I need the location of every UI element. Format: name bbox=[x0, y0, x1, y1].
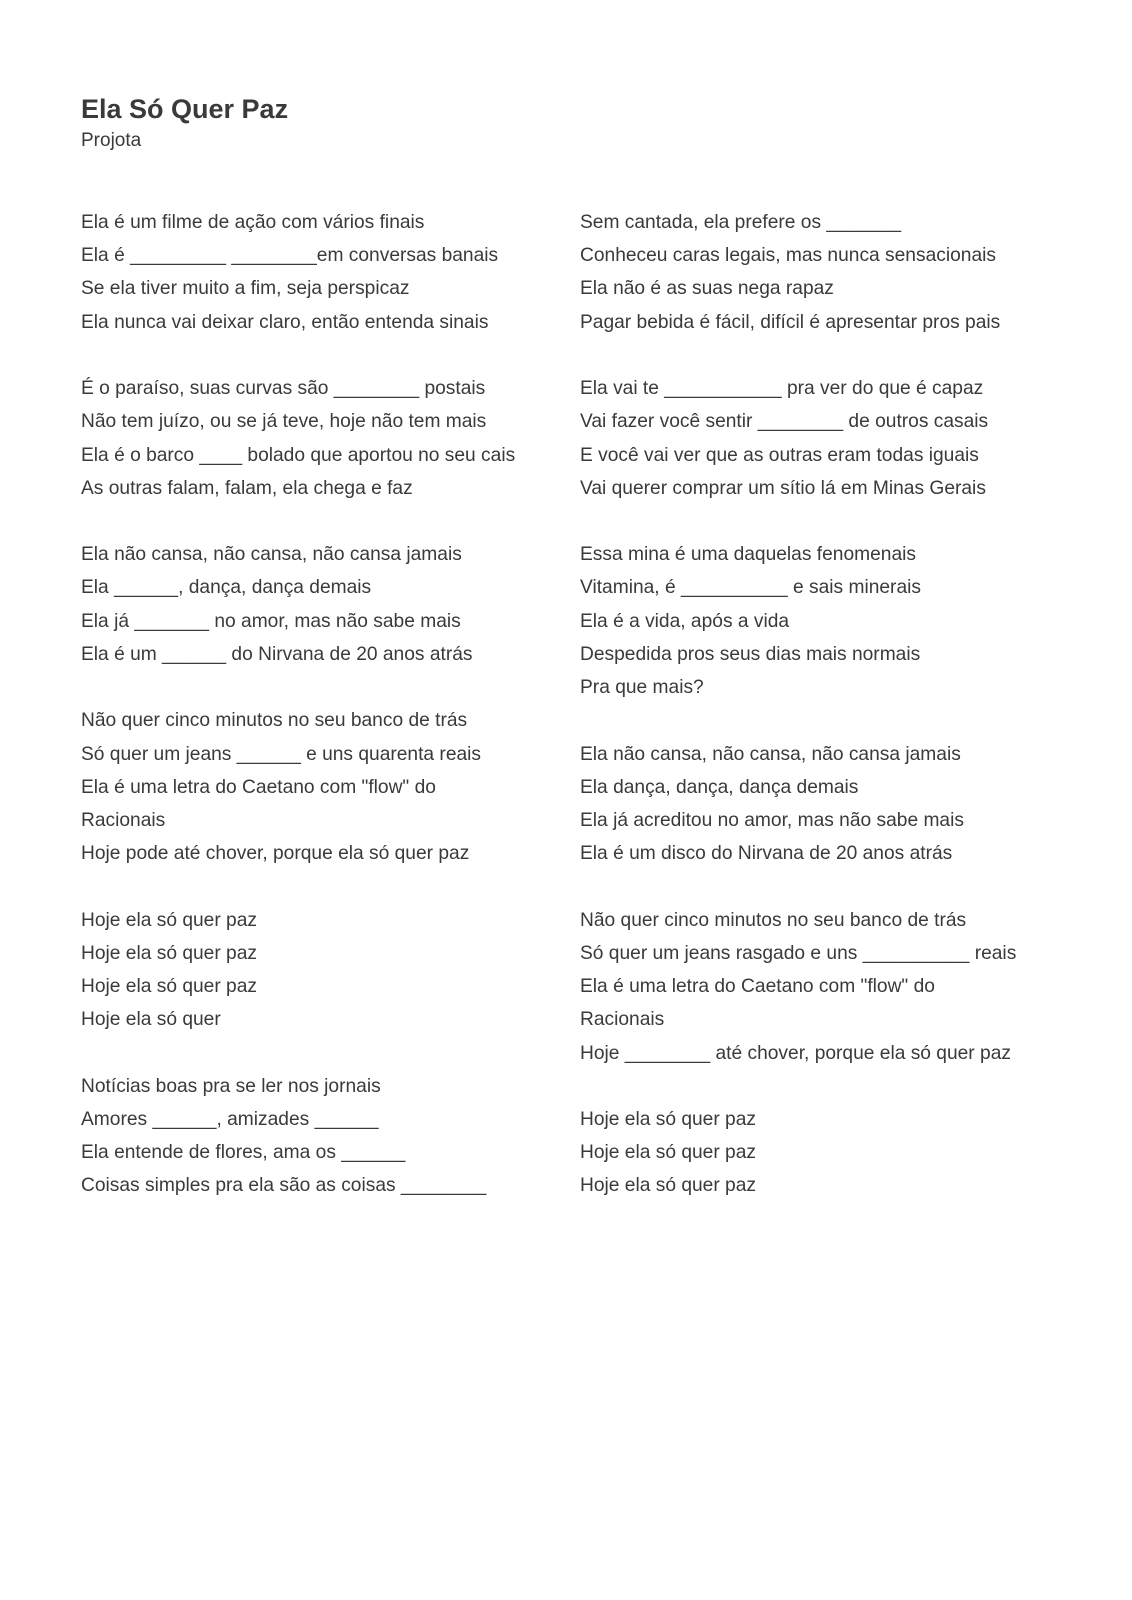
lyric-line: Ela ______, dança, dança demais bbox=[81, 577, 372, 599]
lyric-line: Pra que mais? bbox=[580, 677, 704, 699]
lyric-line: Essa mina é uma daquelas fenomenais bbox=[580, 544, 916, 566]
lyric-line: Ela já _______ no amor, mas não sabe mais bbox=[81, 610, 461, 632]
lyric-line: Ela dança, dança, dança demais bbox=[580, 776, 859, 798]
lyric-line: Hoje ela só quer paz bbox=[81, 942, 257, 964]
lyric-line: Sem cantada, ela prefere os _______ bbox=[580, 212, 902, 233]
lyric-line: Hoje ela só quer paz bbox=[81, 909, 257, 931]
lyrics-stanza bbox=[580, 206, 1060, 339]
lyric-line: Ela é um disco do Nirvana de 20 anos atrás bbox=[580, 843, 953, 865]
lyric-line: Ela é um filme de ação com vários finais bbox=[81, 212, 425, 233]
lyric-line: Vai querer comprar um sítio lá em Minas Gerais bbox=[580, 477, 986, 499]
song-title: Ela Só Quer Paz bbox=[81, 94, 289, 124]
lyric-line: Racionais bbox=[81, 809, 166, 831]
lyric-line: Só quer um jeans rasgado e uns __________ reais bbox=[580, 942, 1017, 964]
lyric-line: Ela não cansa, não cansa, não cansa jamais bbox=[580, 743, 961, 765]
lyric-line: Hoje ela só quer paz bbox=[580, 1175, 756, 1197]
lyric-line: Conheceu caras legais, mas nunca sensacionais bbox=[580, 245, 996, 267]
lyrics-stanza bbox=[81, 538, 551, 671]
lyric-line: Notícias boas pra se ler nos jornais bbox=[81, 1075, 381, 1097]
lyric-line: Ela vai te ___________ pra ver do que é capaz bbox=[580, 378, 984, 400]
lyric-line: As outras falam, falam, ela chega e faz bbox=[81, 477, 413, 499]
lyrics-stanza bbox=[580, 372, 1060, 505]
artist-name: Projota bbox=[81, 130, 142, 151]
lyric-line: Ela é uma letra do Caetano com "flow" do bbox=[81, 776, 436, 798]
lyrics-stanza bbox=[580, 538, 1060, 704]
lyrics-column-left bbox=[81, 206, 551, 1236]
lyric-line: Racionais bbox=[580, 1009, 665, 1031]
lyric-line: Hoje ela só quer paz bbox=[81, 976, 257, 998]
lyrics-stanza bbox=[81, 372, 551, 505]
lyric-line: Ela é a vida, após a vida bbox=[580, 610, 790, 632]
lyric-line: Coisas simples pra ela são as coisas ________ bbox=[81, 1175, 487, 1197]
lyrics-stanza bbox=[580, 1103, 1060, 1203]
lyric-line: Ela é _________ ________em conversas banais bbox=[81, 245, 499, 267]
lyric-line: Ela não é as suas nega rapaz bbox=[580, 278, 834, 300]
lyric-line: Ela é o barco ____ bolado que aportou no seu cais bbox=[81, 444, 516, 466]
lyrics-stanza bbox=[81, 904, 551, 1037]
lyrics-column-right bbox=[580, 206, 1060, 1236]
lyric-line: E você vai ver que as outras eram todas iguais bbox=[580, 444, 979, 466]
lyrics-stanza bbox=[81, 704, 551, 870]
lyric-line: Amores ______, amizades ______ bbox=[81, 1109, 379, 1131]
lyric-line: Hoje pode até chover, porque ela só quer paz bbox=[81, 843, 470, 865]
lyrics-stanza bbox=[81, 1070, 551, 1203]
lyric-line: Despedida pros seus dias mais normais bbox=[580, 643, 921, 665]
lyric-line: Vitamina, é __________ e sais minerais bbox=[580, 577, 921, 599]
lyric-line: Ela nunca vai deixar claro, então entenda sinais bbox=[81, 311, 489, 333]
lyric-line: Ela entende de flores, ama os ______ bbox=[81, 1142, 406, 1164]
lyric-line: Se ela tiver muito a fim, seja perspicaz bbox=[81, 278, 410, 300]
lyric-line: Ela é uma letra do Caetano com "flow" do bbox=[580, 976, 935, 998]
lyric-line: Não quer cinco minutos no seu banco de trás bbox=[580, 909, 967, 931]
lyric-line: Ela é um ______ do Nirvana de 20 anos atrás bbox=[81, 643, 473, 665]
lyric-line: Hoje ________ até chover, porque ela só quer paz bbox=[580, 1042, 1011, 1064]
lyric-line: Hoje ela só quer bbox=[81, 1009, 221, 1031]
lyric-line: É o paraíso, suas curvas são ________ postais bbox=[81, 378, 486, 400]
lyric-line: Não tem juízo, ou se já teve, hoje não tem mais bbox=[81, 411, 487, 433]
lyrics-stanza bbox=[81, 206, 551, 339]
lyric-line: Vai fazer você sentir ________ de outros casais bbox=[580, 411, 989, 433]
lyrics-stanza bbox=[580, 904, 1060, 1070]
lyric-line: Não quer cinco minutos no seu banco de trás bbox=[81, 710, 468, 732]
lyrics-stanza bbox=[580, 738, 1060, 871]
lyric-line: Só quer um jeans ______ e uns quarenta reais bbox=[81, 743, 482, 765]
lyric-line: Pagar bebida é fácil, difícil é apresentar pros pais bbox=[580, 311, 1001, 333]
lyric-line: Ela não cansa, não cansa, não cansa jamais bbox=[81, 544, 462, 566]
lyric-line: Ela já acreditou no amor, mas não sabe mais bbox=[580, 809, 964, 831]
lyric-line: Hoje ela só quer paz bbox=[580, 1109, 756, 1131]
lyric-line: Hoje ela só quer paz bbox=[580, 1142, 756, 1164]
